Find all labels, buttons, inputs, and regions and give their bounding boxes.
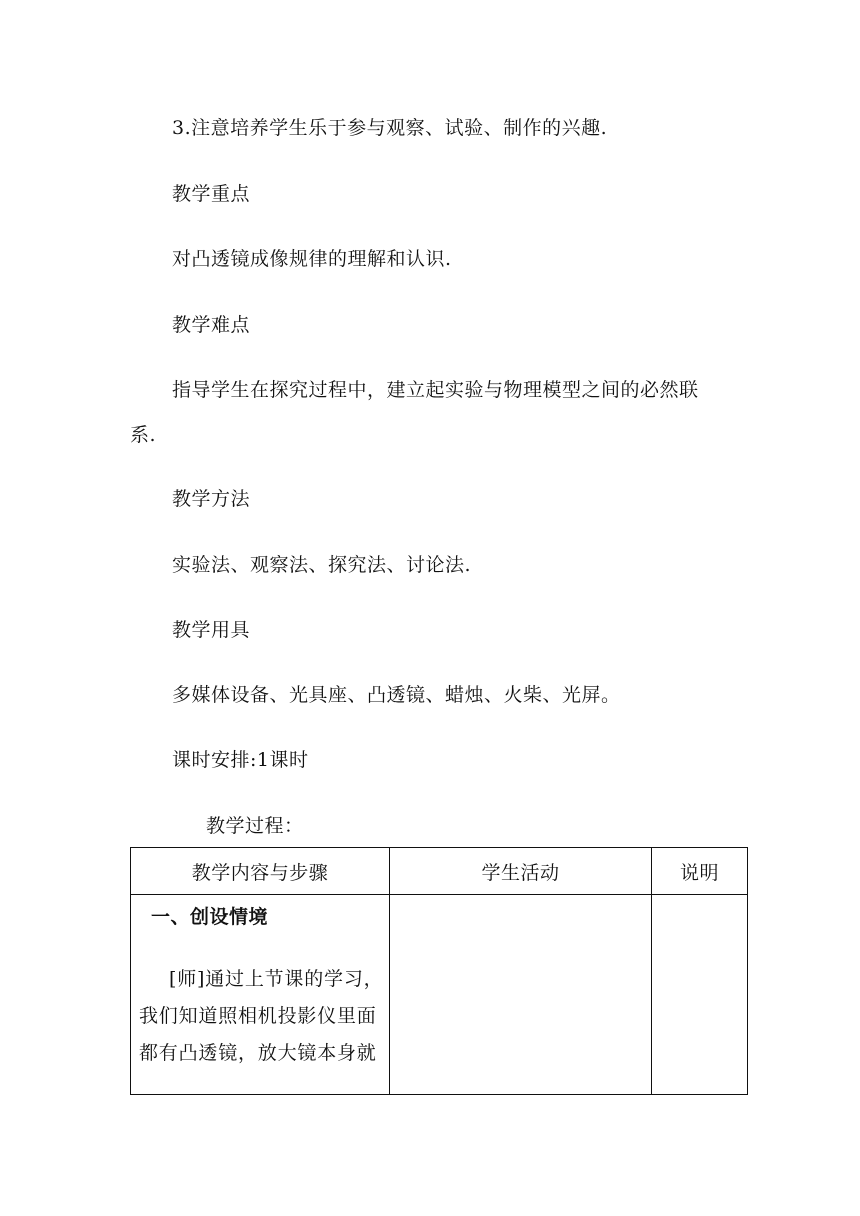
process-heading: 教学过程：: [206, 815, 304, 837]
paragraph-line: [师]通过上节课的学习，: [169, 968, 384, 990]
teaching-process-table: [130, 847, 748, 1095]
method-heading: 教学方法: [172, 488, 251, 510]
schedule: 课时安排:1课时: [172, 749, 309, 771]
key-points-text: 对凸透镜成像规律的理解和认识.: [172, 248, 452, 270]
content-steps-cell: [131, 895, 390, 1095]
header-student-activity: 学生活动: [390, 848, 652, 895]
notes-cell: [652, 895, 748, 1095]
section-title: 一、创设情境: [151, 906, 269, 928]
key-points-heading: 教学重点: [172, 183, 251, 205]
method-text: 实验法、观察法、探究法、讨论法.: [172, 554, 472, 576]
student-activity-cell: [390, 895, 652, 1095]
tools-text: 多媒体设备、光具座、凸透镜、蜡烛、火柴、光屏。: [172, 684, 621, 706]
header-content-steps: 教学内容与步骤: [131, 848, 390, 895]
paragraph-line: 都有凸透镜，放大镜本身就: [139, 1042, 377, 1064]
objective-3: 3.注意培养学生乐于参与观察、试验、制作的兴趣.: [172, 117, 608, 139]
difficulty-heading: 教学难点: [172, 314, 251, 336]
table-row: [131, 895, 748, 1095]
tools-heading: 教学用具: [172, 619, 251, 641]
difficulty-text-line-1: 指导学生在探究过程中，建立起实验与物理模型之间的必然联: [172, 379, 699, 401]
header-notes: 说明: [652, 848, 748, 895]
table-header-row: [131, 848, 748, 895]
difficulty-text-line-2: 系.: [130, 424, 157, 446]
paragraph-line: 我们知道照相机投影仪里面: [139, 1005, 377, 1027]
